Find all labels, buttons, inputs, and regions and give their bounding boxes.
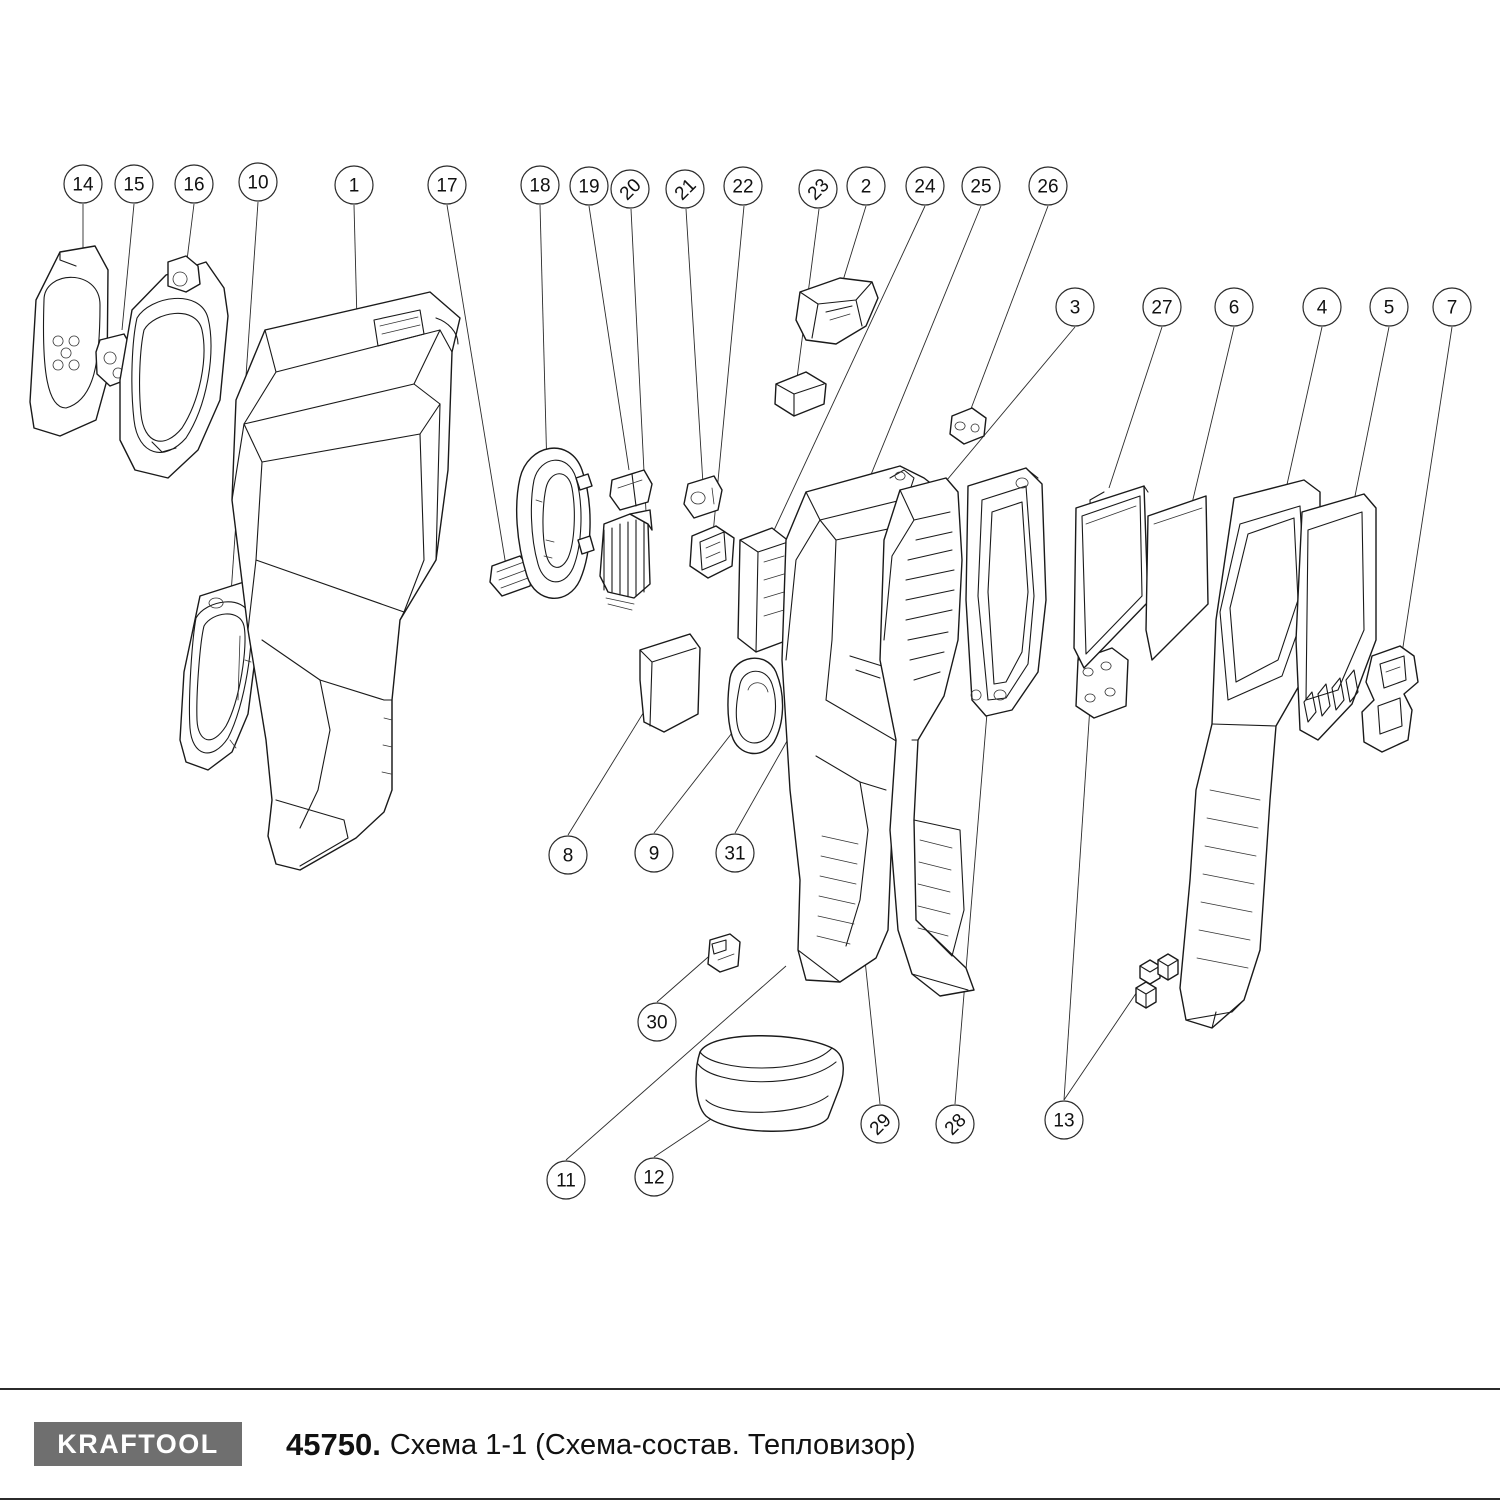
balloon-label: 5 (1383, 297, 1395, 319)
balloon-25[interactable] (962, 167, 1000, 205)
balloon-label: 4 (1316, 297, 1328, 319)
part-5-keypad-panel (1296, 494, 1376, 740)
balloon-5[interactable] (1370, 288, 1408, 326)
footer (0, 1388, 1500, 1500)
balloon-20[interactable] (603, 162, 657, 216)
balloon-16[interactable] (175, 165, 213, 203)
part-8-lens-cap (640, 634, 700, 732)
balloon-31[interactable] (716, 834, 754, 872)
balloon-22[interactable] (724, 167, 762, 205)
balloon-label: 18 (529, 175, 551, 197)
footer-caption (286, 1424, 916, 1466)
balloon-28[interactable] (928, 1097, 982, 1151)
part-14-rear-pad-oval (30, 246, 108, 436)
brand-logo (34, 1422, 242, 1466)
part-21-sensor-module (684, 476, 722, 518)
balloon-7[interactable] (1433, 288, 1471, 326)
part-9-lens-ring-cover (728, 658, 783, 753)
balloon-21[interactable] (658, 162, 712, 216)
balloon-6[interactable] (1215, 288, 1253, 326)
balloon-label: 26 (1037, 176, 1059, 198)
balloon-26[interactable] (1029, 167, 1067, 205)
balloon-29[interactable] (853, 1097, 907, 1151)
balloon-11[interactable] (547, 1161, 585, 1199)
balloon-2[interactable] (847, 167, 885, 205)
part-19-sensor-bracket (600, 510, 652, 610)
part-6-display-window-glass (1146, 496, 1208, 660)
balloon-label: 16 (183, 174, 205, 196)
balloon-30[interactable] (638, 1003, 676, 1041)
balloon-label: 1 (348, 175, 360, 197)
balloon-label: 20 (615, 174, 646, 205)
balloon-15[interactable] (115, 165, 153, 203)
balloon-label: 17 (436, 175, 458, 197)
part-13-screw-set (1136, 954, 1178, 1008)
balloon-18[interactable] (521, 166, 559, 204)
balloon-19[interactable] (570, 167, 608, 205)
part-22-contact-plate (690, 526, 734, 578)
part-1-front-housing-shell (232, 292, 460, 870)
balloon-label: 6 (1228, 297, 1240, 319)
balloon-label: 25 (970, 176, 992, 198)
balloon-12[interactable] (635, 1158, 673, 1196)
balloon-14[interactable] (64, 165, 102, 203)
balloon-10[interactable] (239, 163, 277, 201)
balloon-label: 13 (1053, 1110, 1075, 1132)
balloon-label: 12 (643, 1167, 665, 1189)
balloon-27[interactable] (1143, 288, 1181, 326)
brand-logo-label: KRAFTOOL (57, 1428, 219, 1459)
balloon-1[interactable] (335, 166, 373, 204)
part-18-lens-ring-assembly (517, 448, 594, 598)
balloon-23[interactable] (791, 162, 845, 216)
part-23-laser-block (775, 372, 826, 416)
part-16-battery-cover (120, 256, 228, 478)
part-26-small-bracket (950, 408, 986, 444)
balloon-label: 24 (914, 176, 936, 198)
diagram-title: Схема 1-1 (Схема-состав. Тепловизор) (389, 1428, 916, 1461)
balloon-label: 31 (724, 843, 746, 865)
balloon-label: 11 (556, 1170, 576, 1192)
balloon-label: 8 (562, 845, 574, 867)
part-11-12-battery-pack (696, 1036, 843, 1132)
balloon-label: 14 (72, 174, 94, 196)
balloon-label: 2 (860, 176, 872, 198)
balloon-label: 9 (648, 843, 660, 865)
balloon-13[interactable] (1045, 1101, 1083, 1139)
balloon-label: 28 (940, 1109, 971, 1140)
balloon-17[interactable] (428, 166, 466, 204)
balloon-label: 7 (1446, 297, 1458, 319)
balloon-label: 23 (803, 174, 834, 205)
balloon-24[interactable] (906, 167, 944, 205)
balloon-label: 30 (646, 1012, 668, 1034)
model-code: 45750. (286, 1427, 381, 1462)
balloon-label: 15 (123, 174, 145, 196)
balloon-4[interactable] (1303, 288, 1341, 326)
balloon-label: 21 (670, 174, 701, 205)
balloon-label: 19 (578, 176, 600, 198)
balloon-label: 29 (865, 1109, 896, 1140)
balloon-9[interactable] (635, 834, 673, 872)
part-30-micro-switch (708, 934, 740, 972)
balloon-label: 10 (247, 172, 269, 194)
balloon-label: 27 (1151, 297, 1173, 319)
balloon-8[interactable] (549, 836, 587, 874)
balloon-3[interactable] (1056, 288, 1094, 326)
balloon-label: 22 (732, 176, 754, 198)
footer-top-rule (0, 1388, 1500, 1390)
part-27-lcd-display-module (1074, 486, 1148, 668)
balloon-label: 3 (1069, 297, 1081, 319)
part-7-port-cover (1362, 646, 1418, 752)
